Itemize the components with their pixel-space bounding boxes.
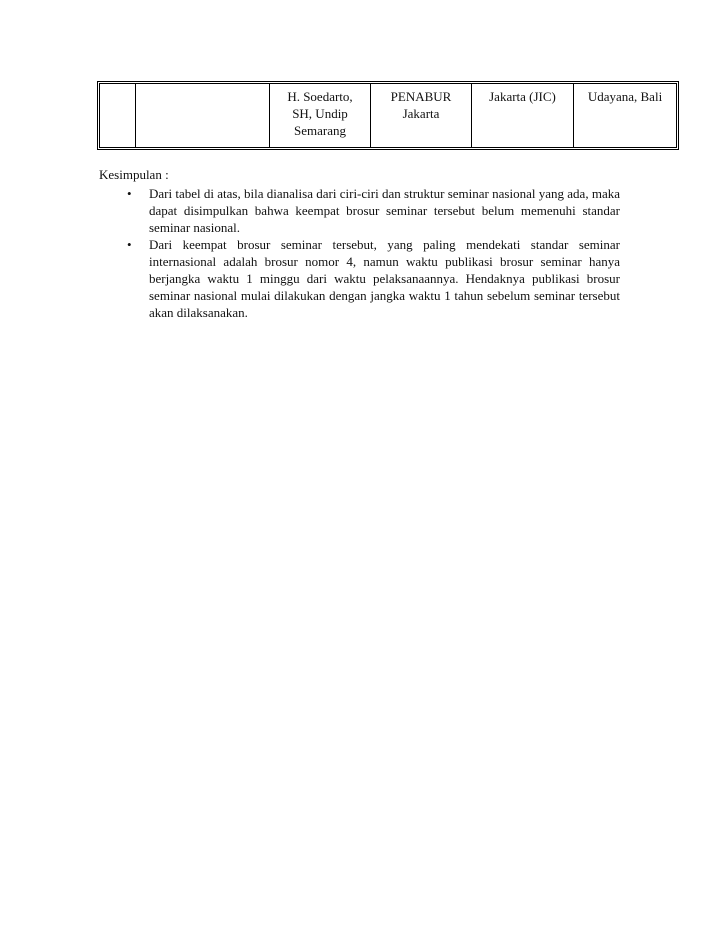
bullet-icon: •: [127, 186, 132, 201]
cell-text-penabur: PENABUR Jakarta: [390, 89, 452, 121]
conclusion-title: Kesimpulan :: [99, 167, 169, 182]
cell-text-undip: H. Soedarto, SH, Undip Semarang: [287, 89, 353, 138]
list-item-text: Dari keempat brosur seminar tersebut, yang paling mendekati standar seminar internasional adalah brosur nomor 4, namun waktu publikasi brosur seminar hanya berjangka waktu 1 minggu dari waktu pelaksanaannya. Hendaknya publikasi brosur seminar nasional mulai dilakukan dengan jangka waktu 1 tahun sebelum seminar tersebut akan dilaksanakan.: [149, 237, 620, 320]
table-row: [100, 84, 677, 148]
bullet-icon: •: [127, 237, 132, 252]
conclusion-section: [99, 166, 620, 321]
table-cell-penabur: [371, 84, 472, 148]
table-cell-jic: [472, 84, 574, 148]
list-item: [127, 185, 620, 236]
cell-text-udayana: Udayana, Bali: [587, 89, 663, 104]
table-cell-undip: [270, 84, 371, 148]
table-cell-number: [100, 84, 136, 148]
list-item: [127, 236, 620, 321]
seminar-comparison-table: [99, 83, 677, 148]
table-cell-name: [136, 84, 270, 148]
cell-text-jic: Jakarta (JIC): [489, 89, 556, 104]
list-item-text: Dari tabel di atas, bila dianalisa dari ciri-ciri dan struktur seminar nasional yang ada, maka dapat disimpulkan bahwa keempat brosur seminar tersebut belum memenuhi standar seminar nasional.: [149, 186, 620, 235]
table-cell-udayana: [574, 84, 677, 148]
conclusion-list: [99, 185, 620, 321]
